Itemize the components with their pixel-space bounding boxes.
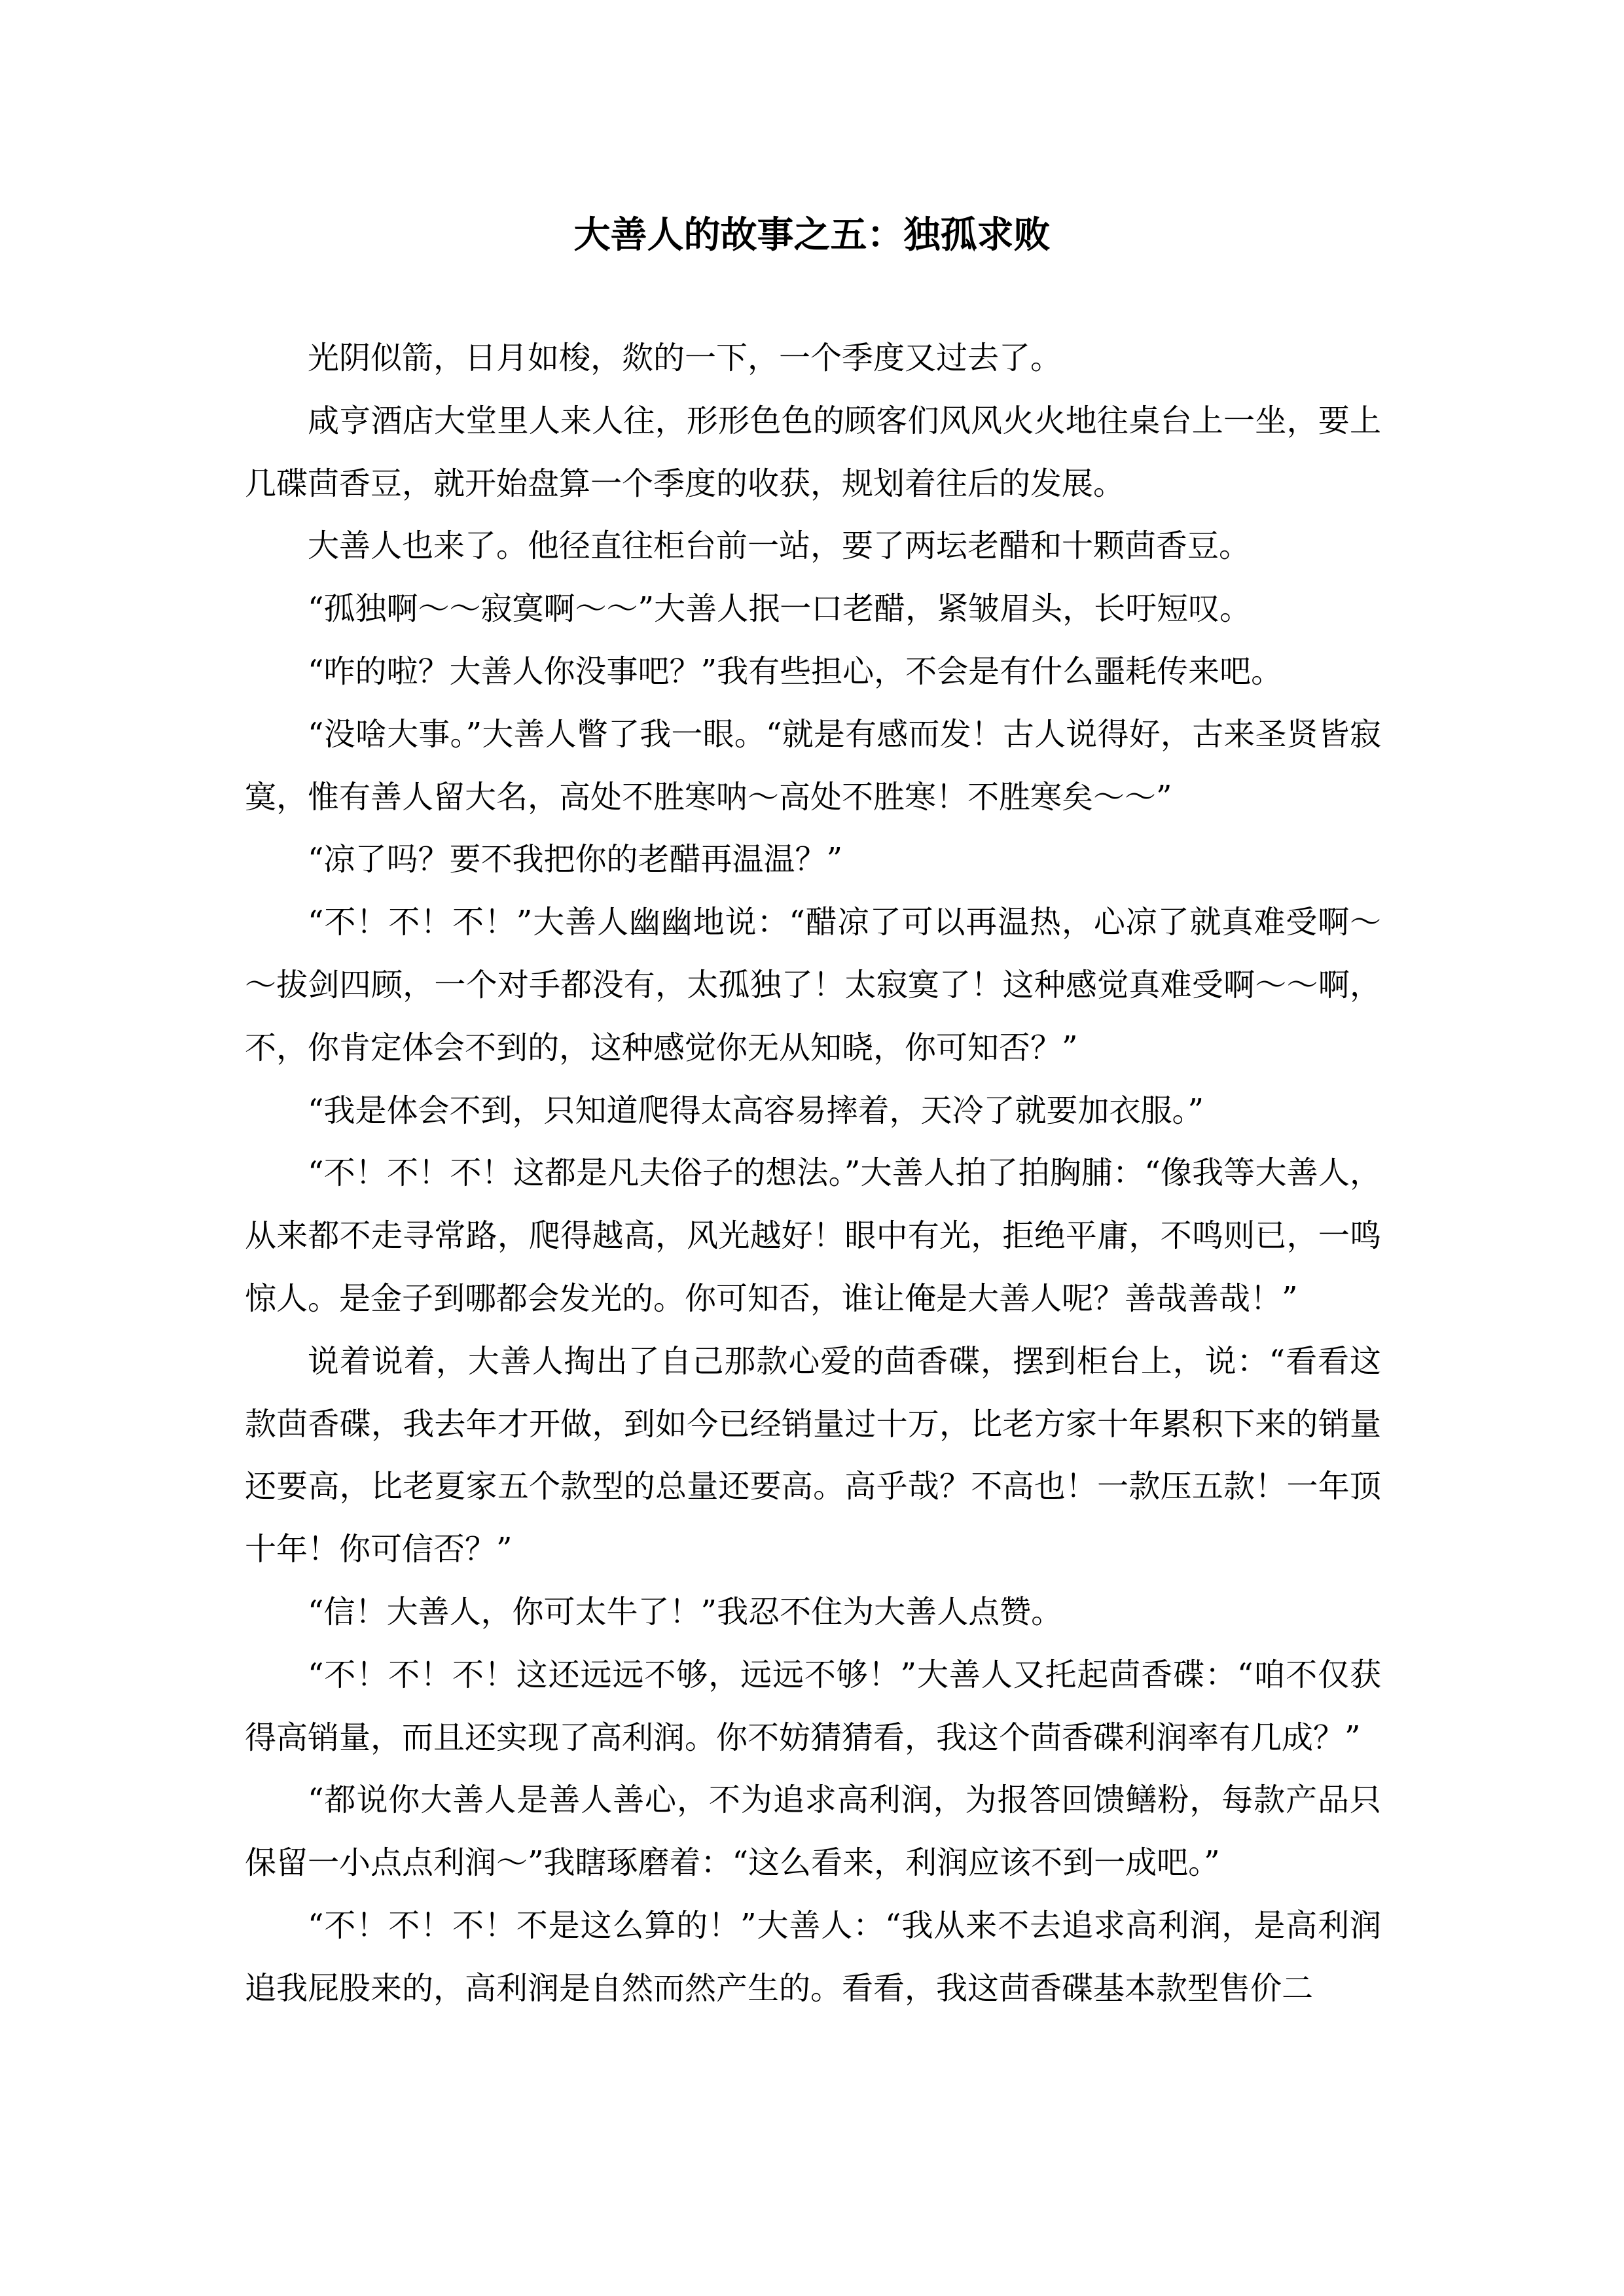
paragraph: “不！不！不！这还远远不够，远远不够！”大善人又托起茴香碟：“咱不仅获得高销量，而且还实现了高利润。你不妨猜猜看，我这个茴香碟利润率有几成？” <box>245 1656 1381 1756</box>
paragraph: “凉了吗？要不我把你的老醋再温温？” <box>308 841 843 878</box>
paragraph: “都说你大善人是善人善心，不为追求高利润，为报答回馈鳝粉，每款产品只保留一小点点利润～”我瞎琢磨着：“这么看来，利润应该不到一成吧。” <box>245 1782 1381 1882</box>
paragraph: “信！大善人，你可太牛了！”我忍不住为大善人点赞。 <box>308 1593 1063 1630</box>
paragraph: “咋的啦？大善人你没事吧？”我有些担心，不会是有什么噩耗传来吧。 <box>308 653 1283 690</box>
paragraph: “我是体会不到，只知道爬得太高容易摔着，天冷了就要加衣服。” <box>308 1092 1204 1129</box>
paragraph: “不！不！不！”大善人幽幽地说：“醋凉了可以再温热，心凉了就真难受啊～～拔剑四顾，一个对手都没有，太孤独了！太寂寞了！这种感觉真难受啊～～啊，不，你肯定体会不到的，这种感觉你无从知晓，你可知否？” <box>245 904 1381 1066</box>
paragraph: 咸亨酒店大堂里人来人往，形形色色的顾客们风风火火地往桌台上一坐，要上几碟茴香豆，就开始盘算一个季度的收获，规划着往后的发展。 <box>245 402 1381 502</box>
paragraph: 说着说着，大善人掏出了自己那款心爱的茴香碟，摆到柜台上，说：“看看这款茴香碟，我去年才开做，到如今已经销量过十万，比老方家十年累积下来的销量还要高，比老夏家五个款型的总量还要高。高乎哉？不高也！一款压五款！一年顶十年！你可信否？” <box>245 1342 1381 1568</box>
document-body <box>245 327 1381 2020</box>
paragraph: “不！不！不！不是这么算的！”大善人：“我从来不去追求高利润，是高利润追我屁股来的，高利润是自然而然产生的。看看，我这茴香碟基本款型售价二 <box>245 1907 1381 2007</box>
paragraph: 光阴似箭，日月如梭，欻的一下，一个季度又过去了。 <box>308 340 1062 376</box>
paragraph: “不！不！不！这都是凡夫俗子的想法。”大善人拍了拍胸脯：“像我等大善人，从来都不走寻常路，爬得越高，风光越好！眼中有光，拒绝平庸，不鸣则已，一鸣惊人。是金子到哪都会发光的。你可知否，谁让俺是大善人呢？善哉善哉！” <box>245 1155 1381 1317</box>
paragraph: “没啥大事。”大善人瞥了我一眼。“就是有感而发！古人说得好，古来圣贤皆寂寞，惟有善人留大名，高处不胜寒呐～高处不胜寒！不胜寒矣～～” <box>245 715 1381 816</box>
paragraph: “孤独啊～～寂寞啊～～”大善人抿一口老醋，紧皱眉头，长吁短叹。 <box>308 590 1252 628</box>
document-title: 大善人的故事之五：独孤求败 <box>573 214 1051 257</box>
paragraph: 大善人也来了。他径直往柜台前一站，要了两坛老醋和十颗茴香豆。 <box>308 528 1251 565</box>
